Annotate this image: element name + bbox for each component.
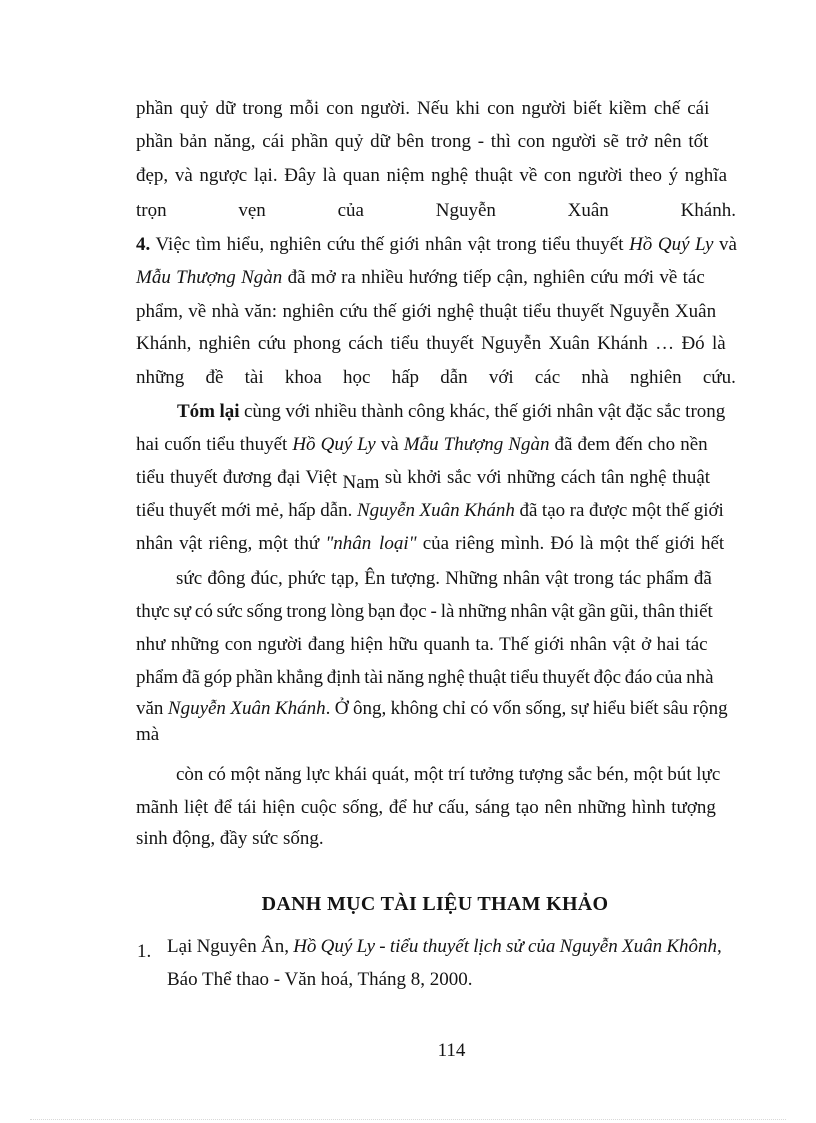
reference-number: 1. — [137, 941, 152, 962]
page-number: 114 — [437, 1040, 466, 1061]
paragraph-line: mà — [136, 724, 160, 745]
paragraph-line: mãnh liệt để tái hiện cuộc sống, để hư cấu, sáng tạo nên những hình tượng — [136, 797, 716, 818]
text-run: tiểu thuyết đương đại Việt — [136, 467, 343, 488]
paragraph-line: phần quỷ dữ trong mỗi con người. Nếu khi con người biết kiềm chế cái — [136, 98, 710, 119]
references-heading: DANH MỤC TÀI LIỆU THAM KHẢO — [261, 893, 609, 915]
paragraph-line — [136, 233, 737, 257]
italic-title: Hồ Quý Ly — [292, 434, 376, 455]
text-run: của riêng mình. Đó là một thế giới hết — [416, 533, 725, 554]
italic-quote: "nhân loại" — [325, 533, 417, 554]
page-bottom-border — [30, 1119, 786, 1120]
word: dẫn — [440, 367, 468, 388]
text-run: đã tạo ra được một thế giới — [514, 500, 724, 521]
justified-line — [136, 366, 736, 390]
text-run: cùng với nhiều thành công khác, thế giới nhân vật đặc sắc trong — [239, 401, 726, 422]
text-run: và — [375, 434, 404, 455]
paragraph-line — [136, 266, 705, 290]
italic-title: Mẫu Thượng Ngàn — [403, 434, 550, 455]
word: những — [136, 367, 185, 388]
justified-line — [136, 199, 736, 223]
word: Nguyễn — [435, 200, 496, 221]
paragraph-line: đẹp, và ngược lại. Đây là quan niệm nghệ thuật về con người theo ý nghĩa — [136, 165, 728, 186]
text-run: văn — [136, 698, 168, 719]
paragraph-line — [136, 499, 724, 523]
italic-name: Nguyễn Xuân Khánh — [356, 500, 515, 521]
reference-title: Hồ Quý Ly - tiểu thuyết lịch sử của Nguyễn Xuân Khônh — [293, 936, 718, 957]
paragraph-line: sinh động, đầy sức sống. — [136, 828, 324, 849]
text-run: hai cuốn tiểu thuyết — [136, 434, 293, 455]
paragraph-line: sức đông đúc, phức tạp, Ên tượng. Những nhân vật trong tác phẩm đã — [176, 568, 712, 589]
paragraph-line — [136, 532, 724, 556]
word: nhà — [581, 367, 609, 388]
italic-name: Nguyễn Xuân Khánh — [167, 698, 326, 719]
word: cứu. — [702, 367, 736, 388]
text-run: Nam — [342, 472, 380, 493]
text-run: tiểu thuyết mới mẻ, hấp dẫn. — [136, 500, 357, 521]
reference-source: Báo Thể thao - Văn hoá, Tháng 8, 2000. — [167, 969, 473, 990]
bold-lead: Tóm lại — [177, 401, 240, 422]
text-run: và — [713, 234, 737, 255]
word: Xuân — [567, 200, 609, 221]
paragraph-line — [136, 433, 708, 457]
italic-title: Mẫu Thượng Ngàn — [136, 267, 283, 288]
italic-title: Hồ Quý Ly — [629, 234, 714, 255]
paragraph-line: còn có một năng lực khái quát, một trí tưởng tượng sắc bén, một bút lực — [176, 764, 721, 785]
word: tài — [244, 367, 264, 388]
reference-line — [167, 935, 722, 959]
paragraph-line: phẩm, về nhà văn: nghiên cứu thế giới nghệ thuật tiểu thuyết Nguyễn Xuân — [136, 301, 717, 322]
paragraph-line — [136, 697, 728, 721]
word: trọn — [136, 200, 167, 221]
word: học — [342, 367, 371, 388]
text-run: đã mở ra nhiều hướng tiếp cận, nghiên cứu mới về tác — [282, 267, 705, 288]
reference-author: Lại Nguyên Ân, — [167, 936, 294, 957]
word: Khánh. — [680, 200, 736, 221]
paragraph-line — [136, 466, 711, 493]
paragraph-line: như những con người đang hiện hữu quanh ta. Thế giới nhân vật ở hai tác — [136, 634, 708, 655]
text-run: nhân vật riêng, một thứ — [136, 533, 326, 554]
word: của — [337, 200, 364, 221]
section-number: 4. — [136, 234, 151, 255]
paragraph-line: phẩm đã góp phần khẳng định tài năng nghệ thuật tiểu thuyết độc đáo của nhà — [136, 667, 714, 688]
word: hấp — [391, 367, 419, 388]
text-run: , — [717, 936, 722, 957]
text-run: . Ở ông, không chỉ có vốn sống, sự hiểu biết sâu rộng — [325, 698, 728, 719]
paragraph-line: Khánh, nghiên cứu phong cách tiểu thuyết Nguyễn Xuân Khánh … Đó là — [136, 333, 726, 354]
word: nghiên — [629, 367, 682, 388]
paragraph-line: phần bản năng, cái phần quỷ dữ bên trong - thì con người sẽ trở nên tốt — [136, 131, 709, 152]
word: các — [534, 367, 561, 388]
word: khoa — [284, 367, 322, 388]
text-run: đã đem đến cho nền — [549, 434, 708, 455]
text-run: Việc tìm hiểu, nghiên cứu thế giới nhân vật trong tiểu thuyết — [150, 234, 630, 255]
word: với — [488, 367, 514, 388]
paragraph-line: thực sự có sức sống trong lòng bạn đọc - là những nhân vật gần gũi, thân thiết — [136, 601, 713, 622]
paragraph-line — [177, 400, 725, 424]
word: đề — [205, 367, 224, 388]
text-run: sù khởi sắc với những cách tân nghệ thuật — [379, 467, 711, 488]
word: vẹn — [238, 200, 266, 221]
